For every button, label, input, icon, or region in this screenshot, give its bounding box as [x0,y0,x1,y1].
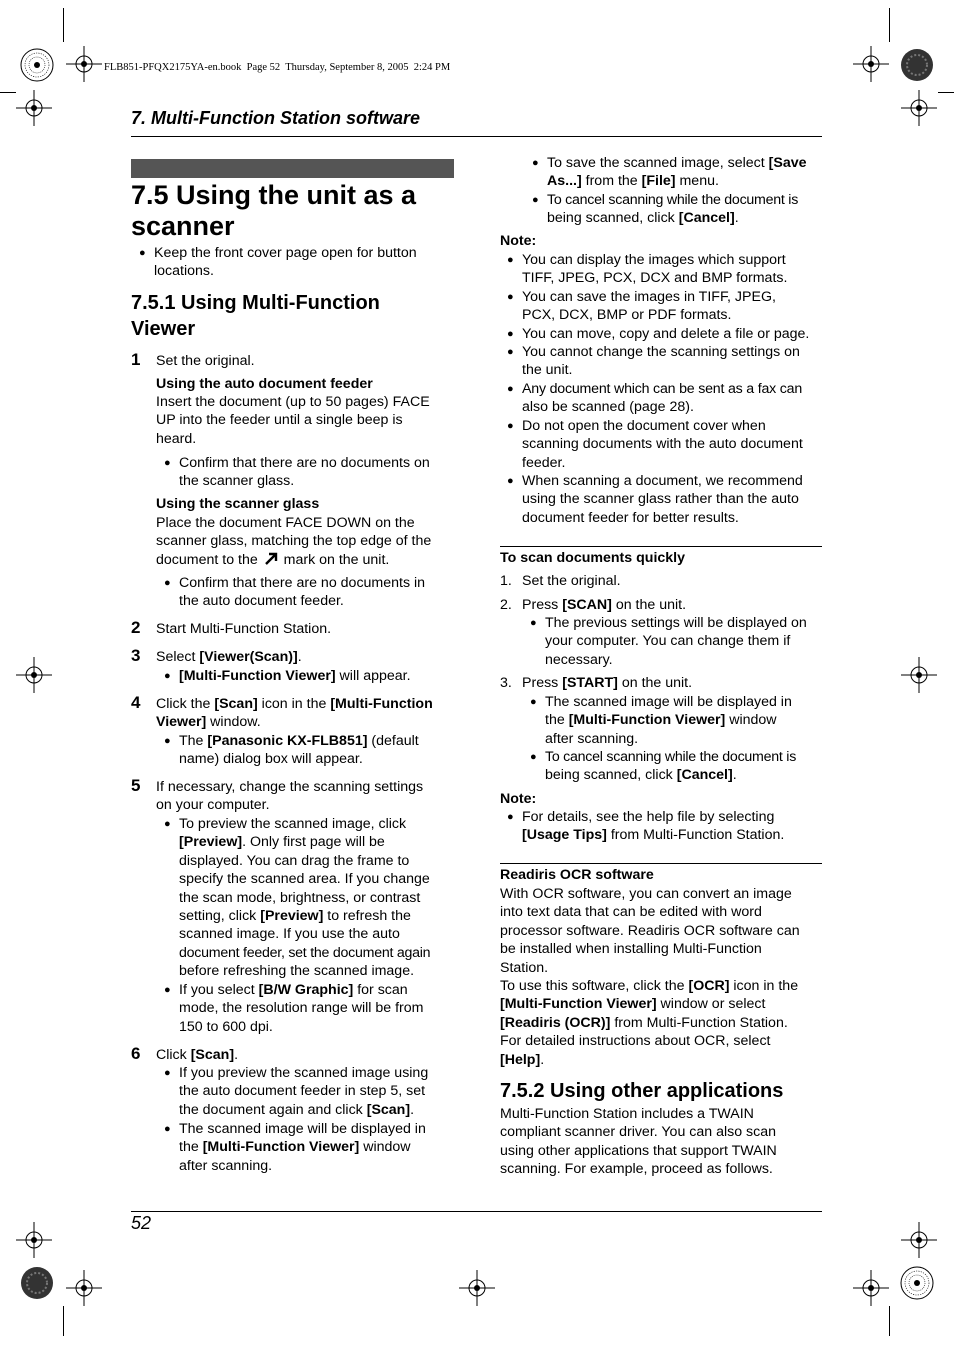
paragraph [156,514,431,571]
text-span: to refresh the [327,908,411,925]
section-title-line: 7.5 Using the unit as a [131,180,417,210]
text-line: TIFF, JPEG, PCX, DCX and BMP formats. [522,270,788,287]
text-span: . [234,1047,239,1063]
text-line [179,833,430,851]
bullet: ● [164,457,171,469]
key-label: [Cancel] [678,210,735,227]
section-title [131,180,416,242]
text-line: Multi-Function Station includes a TWAIN [500,1106,754,1122]
note-item [522,325,809,343]
bullet-text [547,191,798,228]
bullet-text [179,1120,426,1175]
list-number: 1. [500,573,512,589]
bullet-text [545,693,792,748]
crosshair-mark-bottom-left [66,1270,102,1306]
bullet: ● [139,247,146,259]
text-line: PCX, DCX, BMP or PDF formats. [522,307,732,324]
text-line: name) dialog box will appear. [179,751,363,768]
step-number: 4 [131,693,141,712]
text-line: UP into the feeder until a single beep is [156,412,403,429]
text-span: being scanned, click [545,767,673,784]
bullet-text [547,154,806,191]
paragraph [156,393,430,448]
list-text [522,596,686,614]
step-text: Start Multi-Function Station. [156,621,332,637]
key-label: [Multi-Function Viewer] [179,668,336,684]
crosshair-mark-bottom-right [853,1270,889,1306]
bullet: ● [164,735,171,747]
trim-line [63,8,64,42]
crosshair-mark-top-left [66,46,102,82]
text-span: . [540,1051,545,1068]
note-item [522,380,802,417]
bullet: ● [507,811,514,823]
header-rule [131,136,822,137]
bullet-text [179,1064,428,1119]
text-line: feeder. [522,454,566,471]
bullet: ● [530,751,537,763]
list-text: Set the original. [522,573,621,589]
text-line: You cannot change the scanning settings on [522,344,800,360]
text-line: You can display the images which support [522,252,786,268]
text-line: after scanning. [179,1157,273,1174]
step-text [156,1046,238,1064]
step-number: 3 [131,646,141,665]
text-span: . Only first page will be [242,834,385,851]
text-line [500,1014,800,1032]
key-label: [OCR] [688,978,730,995]
bullet: ● [507,383,514,395]
text-line: When scanning a document, we recommend [522,473,803,489]
running-head: 7. Multi-Function Station software [131,108,420,128]
text-line: Insert the document (up to 50 pages) FACE [156,394,430,410]
bullet-text [179,815,430,981]
text-span: (default [371,733,419,749]
step-text [156,695,433,732]
text-line: locations. [154,263,214,280]
text-line: The scanned image will be displayed in [179,1121,426,1137]
text-span: . [410,1101,415,1118]
step-text [156,778,423,815]
text-span: on the unit. [621,675,693,691]
trim-line [889,1306,890,1336]
text-line: the scanner glass. [179,473,295,490]
text-line: displayed. You can drag the frame to [179,852,410,869]
note-item [522,343,800,380]
text-span: icon in the [261,696,327,712]
text-line: on your computer. [156,797,270,814]
registration-mark-top-right-circle [900,48,934,82]
text-line: scanning documents with the auto document [522,436,803,453]
print-header: FLB851-PFQX2175YA-en.book Page 52 Thursday, September 8, 2005 2:24 PM [104,62,451,73]
text-line: If you preview the scanned image using [179,1065,429,1081]
bullet-text [545,614,807,669]
crosshair-mark-left-lower [16,1222,52,1258]
text-line: your computer. You can change them if [545,633,791,650]
text-span: the [545,712,565,729]
text-line: The scanned image will be displayed in [545,694,792,710]
step-number: 6 [131,1044,141,1063]
bullet: ● [507,291,514,303]
text-line: the auto document feeder. [179,593,344,610]
text-line: Place the document FACE DOWN on the [156,515,415,531]
bullet-text [179,667,411,685]
text-span: being scanned, click [547,210,675,227]
divider-rule [500,863,822,864]
footer-rule [131,1211,822,1212]
text-line: into text data that can be edited with word [500,904,762,921]
text-span: To save the scanned image, select [547,155,765,171]
text-line: For details, see the help file by selecting [522,809,775,825]
text-line: The previous settings will be displayed on [545,615,807,631]
bullet-text [179,732,419,769]
trim-line [889,8,890,42]
bullet-text [179,454,430,491]
text-span: menu. [679,173,719,190]
subheading: Using the auto document feeder [156,376,373,392]
text-line: For detailed instructions about OCR, select [500,1033,771,1050]
text-span: . [732,767,737,784]
key-label: [Multi-Function Viewer] [500,996,657,1013]
text-line: You can move, copy and delete a file or page. [522,326,810,342]
text-line: specify the scanned area. If you change [179,871,430,888]
key-label: [Help] [500,1051,541,1068]
list-number: 3. [500,675,512,691]
note-heading: Note: [500,233,537,249]
text-span: . [297,649,302,665]
intro-bullet [154,244,417,281]
list-text [522,674,692,692]
paragraph [500,1105,777,1179]
key-label: [Panasonic KX-FLB851] [207,733,368,749]
list-number: 2. [500,597,512,613]
key-label: [Preview] [260,908,324,925]
trim-line [63,1306,64,1336]
text-line: document feeder for better results. [522,509,739,526]
subsection-title-line: Viewer [131,318,196,340]
text-line: 150 to 600 dpi. [179,1018,273,1035]
text-line: Confirm that there are no documents on [179,455,430,471]
key-label: [File] [641,173,676,190]
note-item [522,417,803,472]
text-span: To use this software, click the [500,978,685,995]
step-text: Set the original. [156,353,255,369]
bullet-text [179,574,425,611]
text-span: for scan [357,982,408,998]
text-line [547,172,806,190]
text-line: also be scanned (page 28). [522,399,694,416]
crosshair-mark-bottom-center [459,1270,495,1306]
text-line: after scanning. [545,730,639,747]
text-line: using the scanner glass rather than the auto [522,491,799,508]
text-line [179,981,423,999]
text-line: Keep the front cover page open for button [154,245,417,261]
note-item [522,288,776,325]
text-line: heard. [156,430,197,447]
bullet-text [545,748,796,785]
key-label: [Multi-Function Viewer] [568,712,726,729]
text-line: Do not open the document cover when [522,418,766,434]
text-line: To preview the scanned image, click [179,816,407,832]
text-line [500,995,800,1013]
crosshair-mark-right-middle [901,657,937,693]
bullet: ● [507,254,514,266]
key-label: [Scan] [214,696,258,712]
text-line: Station. [500,959,549,976]
text-span: The [179,733,204,749]
key-label: [B/W Graphic] [258,982,354,998]
text-line [545,711,792,729]
registration-mark-top-left-circle [20,48,54,82]
text-line: mode, the resolution range will be from [179,1000,424,1017]
text-span: Click [156,1047,187,1063]
crosshair-mark-right-upper [901,90,937,126]
bullet: ● [532,157,539,169]
bullet: ● [507,420,514,432]
text-span: window. [210,714,261,731]
text-line [179,1138,426,1156]
text-span: will appear. [339,668,411,684]
bullet: ● [507,346,514,358]
key-label: [Viewer(Scan)] [199,649,298,665]
text-line: the scan mode, brightness, or contrast [179,889,421,906]
key-label: [START] [562,675,618,691]
text-line [547,209,798,227]
text-line [545,766,796,784]
text-line: If necessary, change the scanning settings [156,779,424,795]
trim-line [0,92,16,93]
key-label: Viewer] [156,714,207,731]
step-text [156,648,302,666]
bullet: ● [164,577,171,589]
text-line [179,1101,428,1119]
bullet: ● [164,670,171,682]
key-label: [Scan] [190,1047,235,1063]
key-label: [Save [768,155,807,171]
bullet: ● [507,475,514,487]
text-line: scanning. For example, proceed as follows. [500,1161,773,1178]
text-span: from the [585,173,638,190]
bullet: ● [164,984,171,996]
text-span: If you select [179,982,255,998]
text-span: . [734,210,739,227]
bullet: ● [164,1067,171,1079]
text-line: scanner glass, matching the top edge of the [156,533,432,550]
registration-mark-bottom-left-circle [20,1266,54,1300]
text-span: Press [522,675,559,691]
bullet: ● [530,696,537,708]
subheading: Using the scanner glass [156,496,320,512]
text-line [547,154,806,172]
bullet: ● [530,617,537,629]
text-line [156,713,433,731]
trim-line [938,92,954,93]
text-line: compliant scanner driver. You can also scan [500,1124,777,1141]
text-span: mark on the unit. [283,551,390,568]
subheading: To scan documents quickly [500,550,686,566]
text-line: necessary. [545,651,613,668]
text-span: Press [522,597,559,613]
section-bar [131,159,454,178]
text-span: from Multi-Function Station. [610,827,785,844]
text-line: before refreshing the scanned image. [179,963,415,980]
text-span: document to the [156,551,258,568]
paragraph [500,885,800,1069]
key-label: [Usage Tips] [522,827,607,844]
subheading: Readiris OCR software [500,867,654,883]
text-line: Any document which can be sent as a fax can [522,381,803,397]
text-line [156,695,433,713]
text-line: To cancel scanning while the document is [545,749,797,765]
bullet: ● [507,328,514,340]
crosshair-mark-right-lower [901,1222,937,1258]
key-label: [Scan] [366,1101,411,1118]
text-line: the auto document feeder in step 5, set [179,1083,426,1100]
text-line: Confirm that there are no documents in [179,575,426,591]
key-label: [Readiris (OCR)] [500,1014,611,1031]
note-heading: Note: [500,791,537,807]
text-span: window or select [660,996,766,1013]
key-label: [Multi-Function Viewer] [202,1139,360,1156]
text-span: window [729,712,777,729]
note-item [522,251,787,288]
text-line [500,1051,800,1069]
text-span: the document again and click [179,1101,363,1118]
crosshair-mark-left-upper [16,90,52,126]
bullet: ● [164,1123,171,1135]
text-line: You can save the images in TIFF, JPEG, [522,289,776,305]
subsection-title [131,290,380,342]
bullet-text [179,981,423,1036]
text-span: setting, click [179,908,257,925]
text-span: Select [156,649,196,665]
crosshair-mark-left-middle [16,657,52,693]
key-label: [Preview] [179,834,243,851]
text-line [179,732,419,750]
text-line: scanned image. If you use the auto [179,926,400,943]
key-label: [SCAN] [562,597,612,613]
text-span: window [363,1139,411,1156]
key-label: As...] [547,173,582,190]
page-number: 52 [131,1213,152,1233]
divider-rule [500,546,822,547]
text-line: processor software. Readiris OCR software can [500,922,800,939]
text-line: be installed when installing Multi-Function [500,941,762,958]
subsection-title: 7.5.2 Using other applications [500,1080,784,1102]
bullet: ● [164,818,171,830]
text-line: To cancel scanning while the document is [547,192,799,208]
bullet: ● [532,194,539,206]
text-span: Click the [156,696,211,712]
text-line [179,907,430,925]
note-item [522,472,803,527]
key-label: [Multi-Function [330,696,433,712]
text-line: the unit. [522,362,573,379]
text-line [156,551,431,571]
key-label: [Cancel] [676,767,733,784]
text-line [522,826,784,844]
step-number: 2 [131,618,141,637]
step-number: 5 [131,776,141,795]
step-number: 1 [131,350,141,369]
registration-mark-bottom-right-circle [900,1266,934,1300]
note-item [522,808,784,845]
text-span: on the unit. [615,597,687,613]
arrow-mark-icon [264,552,278,571]
text-line: using other applications that support TWAIN [500,1142,777,1159]
text-span: the [179,1139,199,1156]
text-span: icon in the [733,978,799,995]
crosshair-mark-top-right [853,46,889,82]
text-span: from Multi-Function Station. [614,1014,788,1031]
text-line: document feeder, set the document again [179,944,431,961]
section-title-line: scanner [131,211,235,241]
text-line [500,977,800,995]
text-line: With OCR software, you can convert an image [500,886,792,902]
subsection-title-line: 7.5.1 Using Multi-Function [131,292,380,314]
